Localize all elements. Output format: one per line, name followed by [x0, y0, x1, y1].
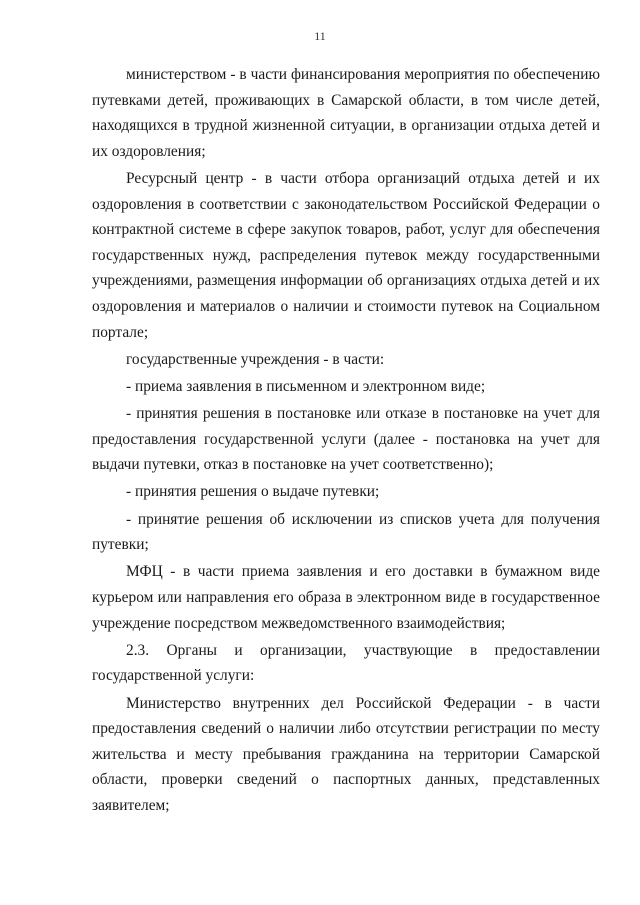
paragraph-mfc: МФЦ - в части приема заявления и его доставки в бумажном виде курьером или направления его образа в электронном виде в государственное учреждение посредством межведомственного взаимодействия; [92, 563, 600, 632]
paragraph-section-2-3: 2.3. Органы и организации, участвующие в предоставлении государственной услуги: [92, 641, 600, 685]
paragraph-exclusion-decision: - принятие решения об исключении из списков учета для получения путевки; [92, 510, 600, 554]
page-number: 11 [314, 29, 326, 43]
document-body [92, 62, 600, 819]
paragraph-interior-ministry: Министерство внутренних дел Российской Федерации - в части предоставления сведений о наличии либо отсутствии регистрации по месту жительства и месту пребывания гражданина на территории Самарской области, проверки сведений о паспортных данных, представленных заявителем; [92, 694, 600, 814]
paragraph-voucher-decision: - принятия решения о выдаче путевки; [126, 483, 380, 501]
paragraph-application-receipt: - приема заявления в письменном и электронном виде; [126, 377, 486, 395]
paragraph-ministry-financing: министерством - в части финансирования мероприятия по обеспечению путевками детей, проживающих в Самарской области, в том числе детей, находящихся в трудной жизненной ситуации, в организации отдыха детей и их оздоровления; [92, 66, 600, 160]
paragraph-state-institutions: государственные учреждения - в части: [126, 350, 385, 368]
paragraph-resource-center: Ресурсный центр - в части отбора организаций отдыха детей и их оздоровления в соответствии с законодательством Российской Федерации о контрактной системе в сфере закупок товаров, работ, услуг для обеспечения государственных нужд, распределения путевок между государственными учреждениями, размещения информации об организациях отдыха детей и их оздоровления и материалов о наличии и стоимости путевок на Социальном портале; [92, 169, 600, 341]
paragraph-registration-decision: - принятия решения в постановке или отказе в постановке на учет для предоставления государственной услуги (далее - постановка на учет для выдачи путевки, отказ в постановке на учет соответственно); [92, 405, 600, 474]
